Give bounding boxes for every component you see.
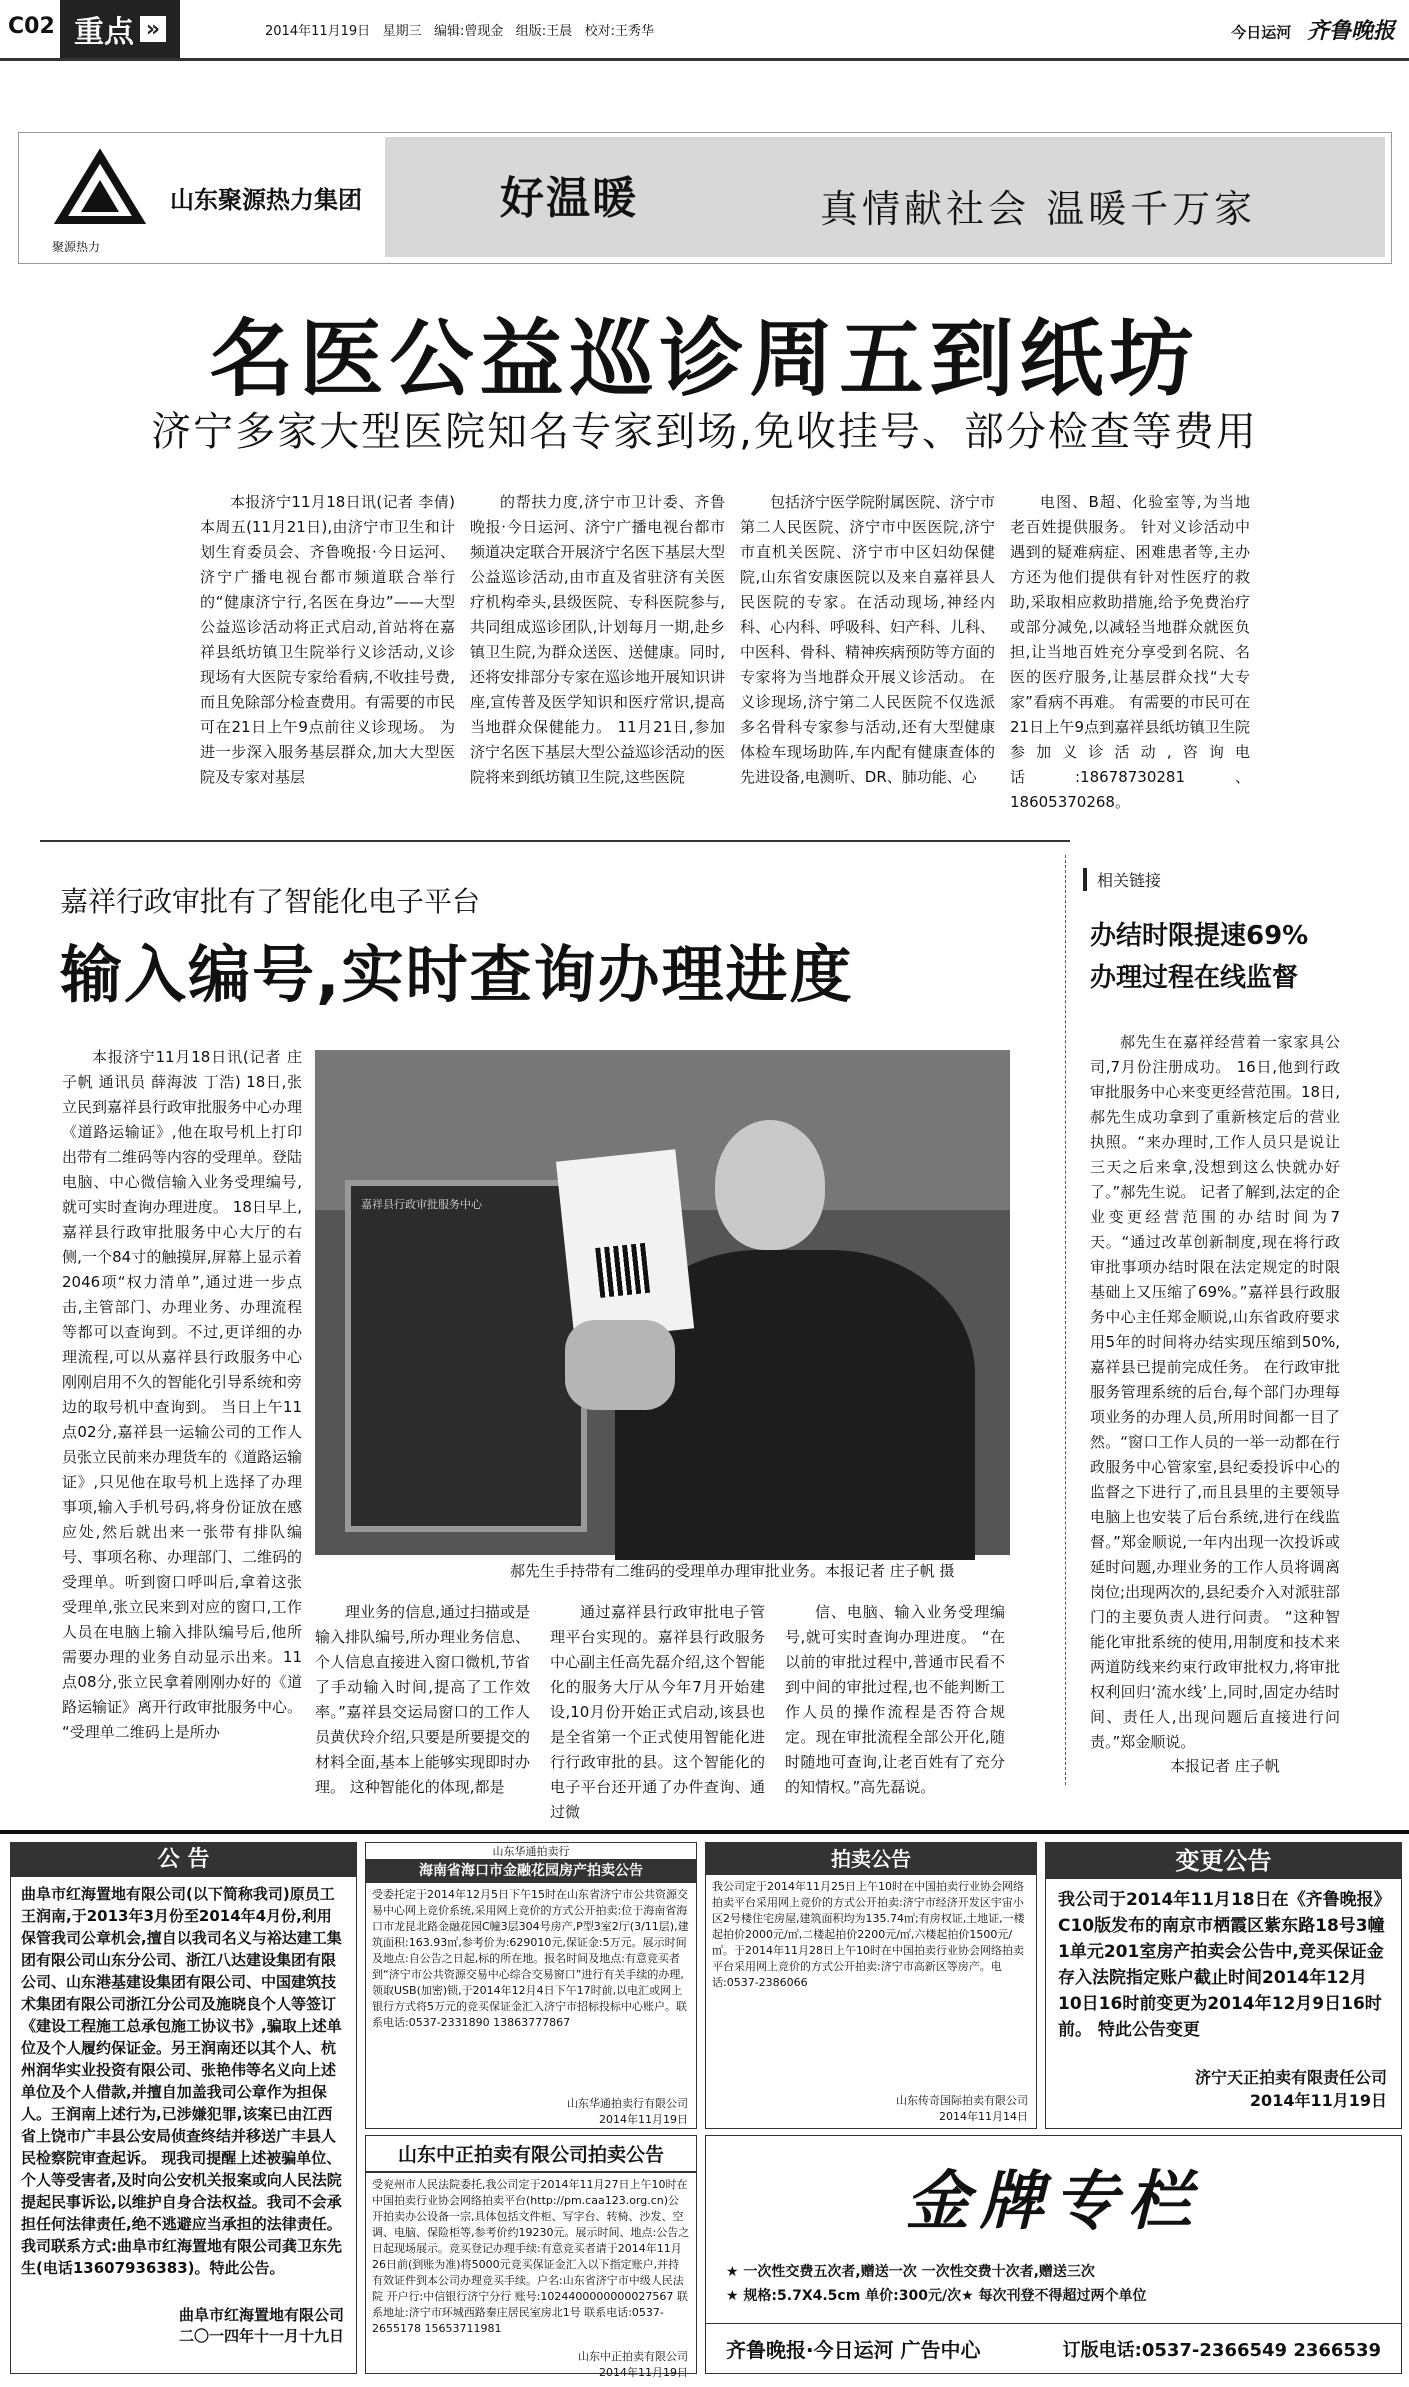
header-info [265, 20, 654, 39]
story1-subheadline: 济宁多家大型医院知名专家到场,免收挂号、部分检查等费用 [151, 409, 1258, 455]
notice-1-signer: 曲阜市红海置地有限公司 [178, 2306, 344, 2324]
story1-column-4 [1010, 490, 1250, 811]
person-hand [565, 1320, 675, 1410]
campaign-title: 好温暖 [500, 173, 638, 224]
story1-column-1 [200, 490, 455, 805]
section-label [60, 0, 180, 58]
sidebar-title [1090, 915, 1308, 999]
story1-text-2: 的帮扶力度,济宁市卫计委、齐鲁晚报·今日运河、济宁广播电视台都市频道决定联合开展济宁名医下基层大型公益巡诊活动,由市直及省驻济有关医疗机构牵头,县级医院、专科医院参与,共同组成巡诊团队,计划每月一期,赴乡镇卫生院,为群众送医、送健康。同时,还将安排部分专家在巡诊地开展知识讲座,宣传普及医学知识和医疗常识,提高当地群众保健能力。 11月21日,参加济宁名医下基层大型公益巡诊活动的医院将来到纸坊镇卫生院,这些医院 [470, 493, 726, 786]
auction-3 [365, 2135, 697, 2379]
sidebar-byline: 本报记者 庄子帆 [1170, 1757, 1280, 1775]
auction-3-body: 受兖州市人民法院委托,我公司定于2014年11月27日上午10时在中国拍卖行业协会网络拍卖平台(http://pm.caa123.org.cn)公开拍卖办公设备一宗,具体包括文件柜、写字台、转椅、沙发、空调、电脑、保险柜等,参考价约19230元。展示时间、地点:公告之日起现场展示。竞买登记办理手续:有意竞买者请于2014年11月26日前(到账为准)将5000元竞买保证金汇入以下指定账户,并持有效证件到本公司办理竞买手续。户名:山东省济宁市中级人民法院 开户行:中信银行济宁分行 账号:1024400000000027567 联系地址:济宁市环城西路秦庄居民室房北1号 联系电话:0537-2655178 15653711981 [372, 2178, 690, 2335]
story1-headline: 名医公益巡诊周五到纸坊 [209, 310, 1200, 408]
story2-text-2: 理业务的信息,通过扫描或是输入排队编号,所办理业务信息、个人信息直接进入窗口微机,节省了手动输入时间,提高了工作效率。”嘉祥县交运局窗口的工作人员黄伏玲介绍,只要是所要提交的材料全面,基本上能够实现即时办理。 这种智能化的体现,都是 [315, 1603, 530, 1796]
header-layout: 组版:王晨 [515, 24, 573, 39]
edition-name: 今日运河 [1231, 23, 1292, 42]
story1-text-1: 本报济宁11月18日讯(记者 李倩) 本周五(11月21日),由济宁市卫生和计划生育委员会、齐鲁晚报·今日运河、济宁广播电视台都市频道联合举行的“健康济宁行,名医在身边”——大型公益巡诊活动将正式启动,首站将在嘉祥县纸坊镇卫生院举行义诊活动,义诊现场有大医院专家给看病,不收挂号费,而且免除部分检查费用。有需要的市民可在21日上午9点前往义诊现场。 为进一步深入服务基层群众,加大大型医院及专家对基层 [200, 493, 456, 786]
auction-2 [705, 1842, 1037, 2129]
story1-text-3: 包括济宁医学院附属医院、济宁市第二人民医院、济宁市中医医院,济宁市直机关医院、济宁市中区妇幼保健院,山东省安康医院以及来自嘉祥县人民医院的专家。在活动现场,神经内科、心内科、呼吸科、妇产科、儿科、中医科、骨科、精神疾病预防等方面的专家将为当地群众开展义诊活动。 在义诊现场,济宁第二人民医院不仅选派多名骨科专家参与活动,还有大型健康体检车现场助阵,车内配有健康查体的先进设备,电测听、DR、肺功能、心 [740, 493, 996, 786]
story2-headline: 输入编号,实时查询办理进度 [60, 938, 854, 1011]
logo-caption: 聚源热力 [52, 240, 101, 254]
notice-2-title: 变更公告 [1046, 1843, 1401, 1879]
notice-2 [1045, 1842, 1402, 2129]
sidebar-body [1090, 1030, 1340, 1751]
story1-column-3 [740, 490, 995, 805]
auction-1-org: 山东华通拍卖行 [492, 1845, 570, 1858]
brand-name: 齐鲁晚报 [1306, 18, 1395, 44]
gold-column-line-2: ★ 规格:5.7X4.5cm 单价:300元/次★ 每次刊登不得超过两个单位 [726, 2288, 1147, 2304]
auction-3-signer: 山东中正拍卖有限公司 [578, 2350, 688, 2363]
company-name: 山东聚源热力集团 [170, 186, 362, 214]
gold-column-line-1: ★ 一次性交费五次者,赠送一次 一次性交费十次者,赠送三次 [726, 2264, 1095, 2280]
gold-column-ad [705, 2135, 1402, 2374]
story2-column-2 [315, 1600, 530, 1800]
story2-column-4 [785, 1600, 1005, 1800]
story2-kicker: 嘉祥行政审批有了智能化电子平台 [60, 885, 481, 918]
kiosk-sign: 嘉祥县行政审批服务中心 [361, 1198, 482, 1211]
auction-2-date: 2014年11月14日 [939, 2110, 1028, 2123]
news-photo [315, 1050, 1010, 1555]
ad-center-name: 齐鲁晚报·今日运河 广告中心 [726, 2338, 981, 2362]
sidebar-rule [1065, 855, 1067, 1785]
kiosk-screen [345, 1180, 587, 1532]
auction-3-date: 2014年11月19日 [599, 2366, 688, 2379]
gold-column-footer [706, 2323, 1401, 2373]
auction-1 [365, 1842, 697, 2129]
header-date: 2014年11月19日 [265, 24, 371, 39]
story-divider [40, 840, 1070, 842]
related-link-tag: 相关链接 [1083, 868, 1161, 891]
photo-caption: 郝先生手持带有二维码的受理单办理审批业务。本报记者 庄子帆 摄 [510, 1562, 955, 1580]
header-weekday: 星期三 [382, 24, 422, 39]
auction-1-signer: 山东华通拍卖行有限公司 [567, 2097, 688, 2110]
page-header [0, 0, 1409, 61]
story2-text-1: 本报济宁11月18日讯(记者 庄子帆 通讯员 薛海波 丁浩) 18日,张立民到嘉祥县行政审批服务中心办理《道路运输证》,他在取号机上打印出带有二维码等内容的受理单。登陆电脑、中心微信输入业务受理编号,就可实时查询办理进度。 18日早上,嘉祥县行政审批服务中心大厅的右侧,一个84寸的触摸屏,屏幕上显示着2046项“权力清单”,通过进一步点击,主管部门、办理业务、办理流程等都可以查询到。不过,更详细的办理流程,可以从嘉祥县行政服务中心刚刚启用不久的智能化引导系统和旁边的取号机中查询到。 当日上午11点02分,嘉祥县一运输公司的工作人员张立民前来办理货车的《道路运输证》,只见他在取号机上选择了办理事项,输入手机号码,将身份证放在感应处,然后就出来一张带有排队编号、事项名称、办理部门、二维码的受理单。听到窗口呼叫后,拿着这张受理单,张立民来到对应的窗口,工作人员在电脑上输入排队编号后,他所需要办理的业务自动显示出来。11点08分,张立民拿着刚刚办好的《道路运输证》离开行政审批服务中心。 “受理单二维码上是所办 [62, 1048, 303, 1741]
auction-1-title: 海南省海口市金融花园房产拍卖公告 [366, 1859, 696, 1883]
notice-2-body: 我公司于2014年11月18日在《齐鲁晚报》C10版发布的南京市栖霞区紫东路18号3幢1单元201室房产拍卖会公告中,竞买保证金存入法院指定账户截止时间2014年12月10日16时前变更为2014年12月9日16时前。 特此公告变更 [1058, 1890, 1385, 2040]
double-arrow-icon: » [140, 16, 166, 42]
story1-text-4: 电图、B超、化验室等,为当地老百姓提供服务。 针对义诊活动中遇到的疑难病症、困难患者等,主办方还为他们提供有针对性医疗的救助,采取相应救助措施,给予免费治疗或部分减免,以减轻当地群众就医负担,让当地百姓充分享受到名院、名医的医疗服务,让基层群众找“大专家”看病不再难。 有需要的市民可在21日上午9点到嘉祥县纸坊镇卫生院参加义诊活动,咨询电话:18678730281、18605370268。 [1010, 493, 1250, 811]
story2-column-1 [62, 1045, 302, 1785]
header-proofreader: 校对:王秀华 [584, 24, 654, 39]
section-name: 重点 [74, 15, 134, 50]
person-head [715, 1120, 825, 1250]
auction-2-signer: 山东传奇国际拍卖有限公司 [896, 2094, 1028, 2107]
company-logo [55, 150, 145, 240]
campaign-slogan: 真情献社会 温暖千万家 [820, 187, 1257, 231]
notice-1-title: 公 告 [11, 1843, 356, 1877]
header-editor: 编辑:曾现金 [434, 24, 504, 39]
story2-column-3 [550, 1600, 765, 1821]
sidebar-title-line-1: 办结时限提速69% [1090, 921, 1309, 951]
auction-3-title: 山东中正拍卖有限公司拍卖公告 [366, 2136, 696, 2173]
notice-1-body: 曲阜市红海置地有限公司(以下简称我司)原员工王润南,于2013年3月份至2014年4月份,利用保管我司公章机会,擅自以我司名义与裕达建工集团有限公司山东分公司、浙江八达建设集团有限公司、山东港基建设集团有限公司、中国建筑技术集团有限公司浙江分公司及施晓良个人等签订《建设工程施工总承包施工协议书》,骗取上述单位及个人履约保证金。另王润南还以其个人、杭州润华实业投资有限公司、张艳伟等名义向上述单位及个人借款,并擅自加盖我司公章作为担保人。王润南上述行为,已涉嫌犯罪,该案已由江西省上饶市广丰县公安局侦查终结并移送广丰县人民检察院审查起诉。 现我司提醒上述被骗单位、个人等受害者,及时向公安机关报案或向人民法院提起民事诉讼,以维护自身合法权益。我司不会承担任何法律责任,绝不逃避应当承担的法律责任。我司联系方式:曲阜市红海置地有限公司龚卫东先生(电话13607936383)。特此公告。 [21, 1885, 343, 2277]
receipt-slip [556, 1149, 694, 1341]
notice-2-signer: 济宁天正拍卖有限责任公司 [1194, 2068, 1387, 2087]
ad-booking-phone: 订版电话:0537-2366549 2366539 [1062, 2339, 1381, 2361]
story1-column-2 [470, 490, 725, 805]
story2-text-4: 信、电脑、输入业务受理编号,就可实时查询办理进度。 “在以前的审批过程中,普通市民看不到中间的审批过程,也不能判断工作人员的操作流程是否符合规定。现在审批流程全部公开化,随时随地可查询,让老百姓有了充分的知情权。”高先磊说。 [785, 1603, 1005, 1796]
auction-1-body: 受委托定于2014年12月5日下午15时在山东省济宁市公共资源交易中心网上竞价系统,采用网上竞价的方式公开拍卖:位于海南省海口市龙昆北路金融花园C幢3层304号房产,P型3室2厅(3/11层),建筑面积:163.93㎡,参考价为:629010元,保证金:5万元。展示时间及地点:自公告之日起,标的所在地。报名时间及地点:有意竞买者到“济宁市公共资源交易中心综合交易窗口”进行有关手续的办理,领取USB(加密)锁,于2014年12月4日下午17时前,以电汇或网上银行方式将5万元的竞买保证金汇入济宁市招标投标中心账户。联系电话:0537-2331890 13863777867 [372, 1888, 689, 2029]
notice-1 [10, 1842, 357, 2374]
notice-1-date: 二〇一四年十一月十九日 [178, 2327, 344, 2345]
sidebar-title-line-2: 办理过程在线监督 [1090, 963, 1299, 993]
sidebar-text: 郝先生在嘉祥经营着一家家具公司,7月份注册成功。 16日,他到行政审批服务中心来变更经营范围。18日,郝先生成功拿到了重新核定后的营业执照。“来办理时,工作人员只是说让三天之后来拿,没想到这么快就办好了。”郝先生说。 记者了解到,法定的企业变更经营范围的办结时间为7天。“通过改革创新制度,现在将行政审批事项办结时限在法定规定的时限基础上又压缩了69%。”嘉祥县行政服务中心主任郑金顺说,山东省政府要求用5年的时间将办结实现压缩到50%,嘉祥县已提前完成任务。 在行政审批服务管理系统的后台,每个部门办理每项业务的办理人员,所用时间都一目了然。“窗口工作人员的一举一动都在行政服务中心管家室,县纪委投诉中心的监督之下进行了,而且县里的主要领导电脑上也安装了后台系统,进行在线监督。”郑金顺说,一年内出现一次投诉或延时问题,办理业务的工作人员将调离岗位;出现两次的,县纪委介入对派驻部门的主要负责人进行问责。 “这种智能化审批系统的使用,用制度和技术来两道防线来约束行政审批权力,将审批权利回归‘流水线’上,同时,固定办结时间、责任人,出现问题后直接进行问责。”郑金顺说。 [1090, 1033, 1340, 1751]
story2-text-3: 通过嘉祥县行政审批电子管理平台实现的。嘉祥县行政服务中心副主任高先磊介绍,这个智能化的服务大厅从今年7月开始建设,10月份开始正式启动,该县也是全省第一个正式使用智能化进行行政审批的县。这个智能化的电子平台还开通了办件查询、通过微 [550, 1603, 765, 1821]
qr-code-icon [595, 1243, 650, 1298]
notice-2-date: 2014年11月19日 [1249, 2091, 1387, 2110]
auction-1-date: 2014年11月19日 [599, 2113, 688, 2126]
header-brand [1231, 14, 1395, 45]
page-number: C02 [8, 14, 55, 39]
gold-column-title: 金牌专栏 [905, 2164, 1202, 2239]
auction-2-title: 拍卖公告 [706, 1843, 1036, 1875]
auction-2-body: 我公司定于2014年11月25日上午10时在中国拍卖行业协会网络拍卖平台采用网上竞价的方式公开拍卖:济宁市经济开发区宇宙小区2号楼住宅房屋,建筑面积均为135.74㎡;有房权证,土地证,一楼起拍价2000元/㎡,二楼起拍价2200元/㎡,六楼起拍价1500元/㎡。于2014年11月28日上午10时在中国拍卖行业协会网络拍卖平台采用网上竞价的方式公开拍卖:济宁市高新区等房产。电话:0537-2386066 [712, 1880, 1025, 1989]
